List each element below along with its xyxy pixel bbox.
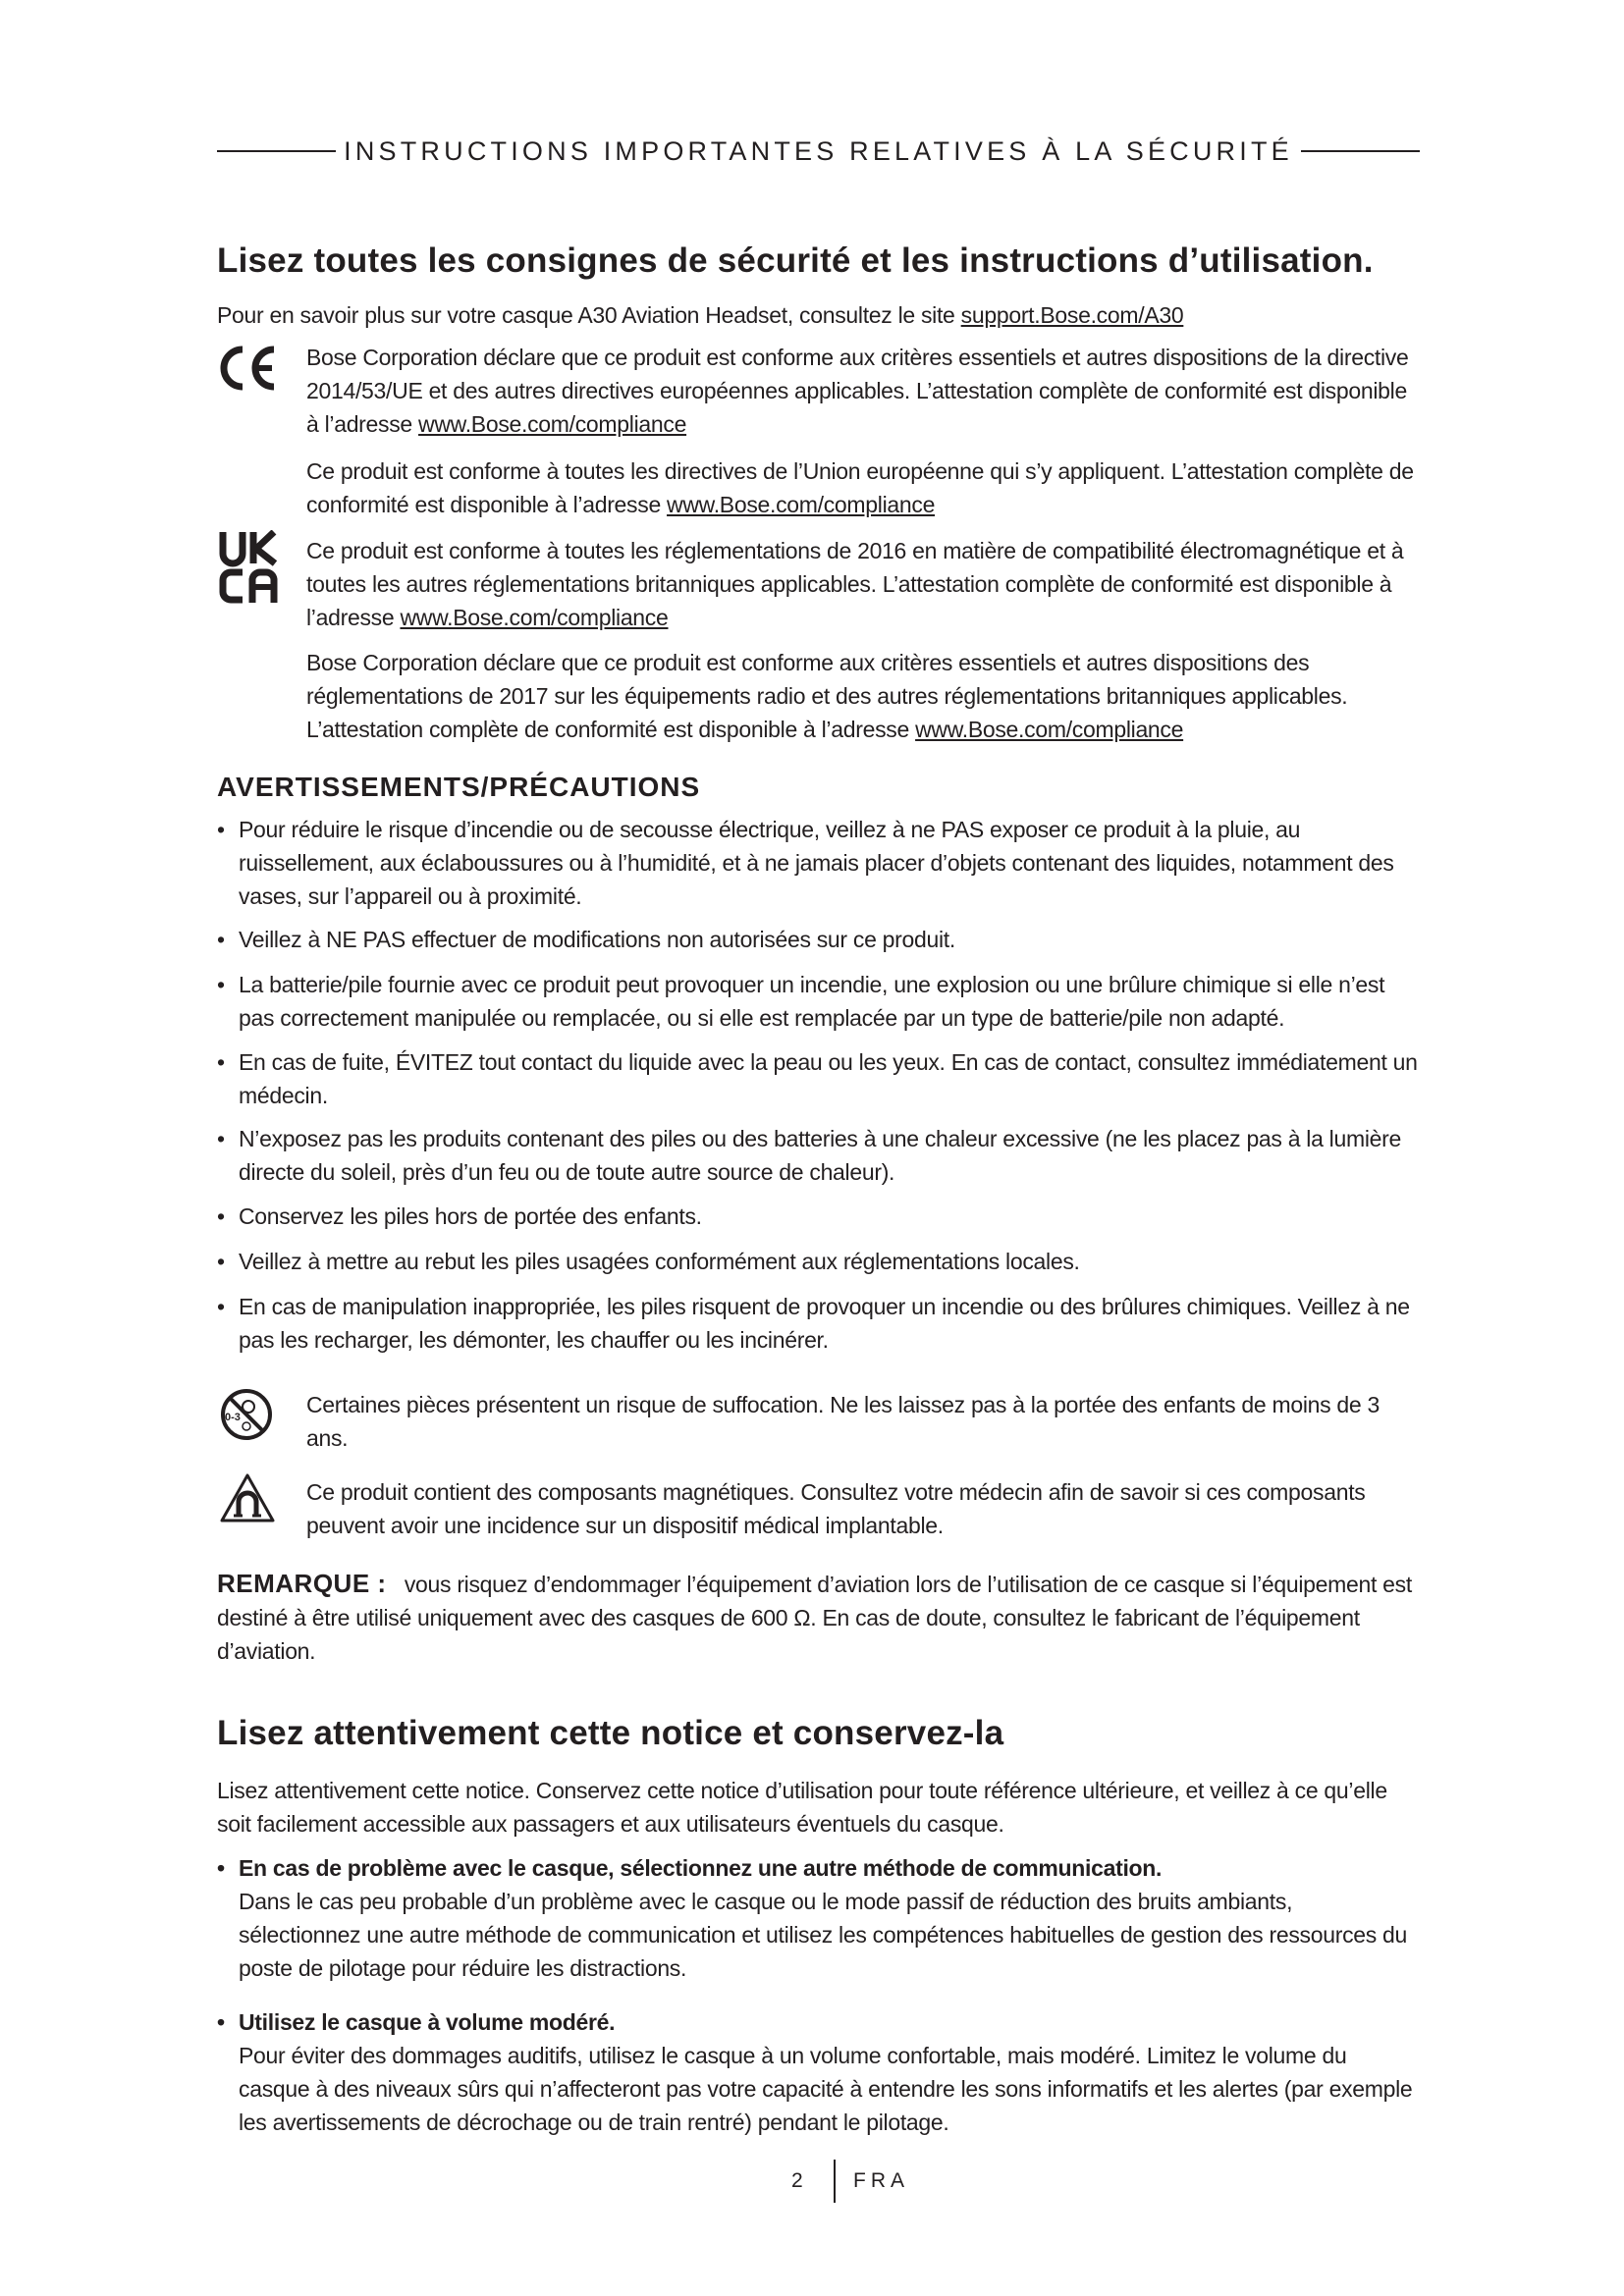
language-code: FRA — [853, 2169, 909, 2192]
ukca-compliance-link-1[interactable]: www.Bose.com/compliance — [400, 605, 669, 630]
section2-item-text: Pour éviter des dommages auditifs, utilisez le casque à un volume confortable, mais modéré. Limitez le volume du casque à des niveaux sûrs qui n’affecteront pas votre capacité à entendre les sons informatifs et les alertes (par exemple les avertissements de décrochage ou de train rentré) pendant le pilotage. — [239, 2043, 1413, 2135]
bullet-mark: • — [217, 1855, 225, 1881]
page-footer — [217, 2160, 1420, 2205]
remark-label: REMARQUE : — [217, 1569, 387, 1598]
warning-item-text: La batterie/pile fournie avec ce produit peut provoquer un incendie, une explosion ou une brûlure chimique si elle n’est pas correctement manipulée ou remplacée, ou si elle est remplacée par un type de batterie/pile non adapté. — [239, 972, 1385, 1031]
section2-item-1 — [217, 1851, 1420, 1985]
ce-mark-icon — [217, 346, 278, 391]
ukca-compliance-link-2[interactable]: www.Bose.com/compliance — [915, 717, 1184, 742]
warning-item-text: N’exposez pas les produits contenant des piles ou des batteries à une chaleur excessive (ne les placez pas à la lumière directe du soleil, près d’un feu ou de toute autre source de chaleur). — [239, 1126, 1401, 1185]
section2-item-heading: Utilisez le casque à volume modéré. — [239, 2009, 616, 2035]
bullet-mark: • — [217, 2009, 225, 2035]
warning-item-5 — [217, 1122, 1420, 1189]
running-header — [217, 132, 1420, 171]
warning-item-8 — [217, 1290, 1420, 1357]
bullet-mark: • — [217, 1294, 225, 1319]
section2-item-heading: En cas de problème avec le casque, sélectionnez une autre méthode de communication. — [239, 1855, 1163, 1881]
ce-text-2: Ce produit est conforme à toutes les directives de l’Union européenne qui s’y appliquent. L’attestation complète de conformité est disponible à l’adresse — [306, 458, 1414, 517]
bullet-mark: • — [217, 817, 225, 842]
warning-item-text: En cas de fuite, ÉVITEZ tout contact du liquide avec la peau ou les yeux. En cas de contact, consultez immédiatement un médecin. — [239, 1049, 1418, 1108]
ukca-mark-label-top — [217, 530, 218, 531]
bullet-mark: • — [217, 972, 225, 997]
remark-text: vous risquez d’endommager l’équipement d’aviation lors de l’utilisation de ce casque si l’équipement est destiné à être utilisé uniquement avec des casques de 600 Ω. En cas de doute, consultez le fabricant de l’équipement d’aviation. — [217, 1572, 1412, 1664]
warning-item-4 — [217, 1045, 1420, 1112]
warning-item-3 — [217, 968, 1420, 1035]
ukca-mark-label-bottom — [217, 569, 218, 570]
bullet-mark: • — [217, 927, 225, 952]
ukca-text-2: Bose Corporation déclare que ce produit est conforme aux critères essentiels et autres dispositions des réglementations de 2017 sur les équipements radio et des autres réglementations britanniques applicables. L’attestation complète de conformité est disponible à l’adresse — [306, 650, 1348, 742]
remark-paragraph — [217, 1567, 1420, 1668]
ce-text-1: Bose Corporation déclare que ce produit est conforme aux critères essentiels et autres dispositions de la directive 2014/53/UE et des autres directives européennes applicables. L’attestation complète de conformité est disponible à l’adresse — [306, 345, 1409, 437]
warning-item-text: Veillez à mettre au rebut les piles usagées conformément aux réglementations locales. — [239, 1249, 1080, 1274]
ukca-paragraph-1 — [306, 534, 1420, 634]
ukca-paragraph-2 — [306, 646, 1420, 746]
section1-intro — [217, 298, 1420, 332]
header-rule-left — [217, 150, 336, 152]
choking-hazard-text: Certaines pièces présentent un risque de suffocation. Ne les laissez pas à la portée des enfants de moins de 3 ans. — [306, 1392, 1380, 1451]
section2-item-text: Dans le cas peu probable d’un problème avec le casque ou le mode passif de réduction des bruits ambiants, sélectionnez une autre méthode de communication et utilisez les compétences habituelles de gestion des ressources du poste de pilotage pour réduire les distractions. — [239, 1889, 1408, 1981]
support-link[interactable]: support.Bose.com/A30 — [960, 302, 1184, 328]
section1-title: Lisez toutes les consignes de sécurité et les instructions d’utilisation. — [217, 241, 1374, 280]
page-number: 2 — [791, 2169, 803, 2192]
warning-item-7 — [217, 1245, 1420, 1278]
bullet-mark: • — [217, 1249, 225, 1274]
warning-item-6 — [217, 1200, 1420, 1233]
warning-item-text: Veillez à NE PAS effectuer de modifications non autorisées sur ce produit. — [239, 927, 955, 952]
magnet-warning-icon — [219, 1472, 276, 1523]
footer-separator — [834, 2160, 836, 2203]
ce-paragraph-1 — [306, 341, 1420, 441]
choking-hazard-age-label: 0-3 — [225, 1412, 241, 1423]
section2-intro: Lisez attentivement cette notice. Conservez cette notice d’utilisation pour toute référence ultérieure, et veillez à ce qu’elle soit facilement accessible aux passagers et aux utilisateurs éventuels du casque. — [217, 1778, 1387, 1837]
section1-intro-text: Pour en savoir plus sur votre casque A30 Aviation Headset, consultez le site — [217, 302, 955, 328]
header-title: INSTRUCTIONS IMPORTANTES RELATIVES À LA SÉCURITÉ — [344, 135, 1293, 166]
warning-item-text: En cas de manipulation inappropriée, les piles risquent de provoquer un incendie ou des brûlures chimiques. Veillez à ne pas les recharger, les démonter, les chauffer ou les incinérer. — [239, 1294, 1410, 1353]
warning-item-2 — [217, 923, 1420, 956]
warning-item-text: Pour réduire le risque d’incendie ou de secousse électrique, veillez à ne PAS exposer ce produit à la pluie, au ruissellement, aux éclaboussures ou à l’humidité, et à ne jamais placer d’objets contenant des liquides, notamment des vases, sur l’appareil ou à proximité. — [239, 817, 1394, 909]
choking-hazard-icon — [219, 1387, 274, 1442]
section2-item-2 — [217, 2005, 1420, 2139]
bullet-mark: • — [217, 1126, 225, 1151]
header-rule-right — [1301, 150, 1420, 152]
ce-compliance-link-1[interactable]: www.Bose.com/compliance — [418, 411, 687, 437]
bullet-mark: • — [217, 1049, 225, 1075]
magnet-warning-text: Ce produit contient des composants magnétiques. Consultez votre médecin afin de savoir si ces composants peuvent avoir une incidence sur un dispositif médical implantable. — [306, 1479, 1366, 1538]
bullet-mark: • — [217, 1203, 225, 1229]
ce-paragraph-2 — [306, 454, 1420, 521]
warnings-title: AVERTISSEMENTS/PRÉCAUTIONS — [217, 772, 701, 802]
ukca-mark-icon — [219, 530, 278, 605]
warning-item-text: Conservez les piles hors de portée des enfants. — [239, 1203, 702, 1229]
ce-compliance-link-2[interactable]: www.Bose.com/compliance — [667, 492, 936, 517]
warning-item-1 — [217, 813, 1420, 913]
ukca-text-1: Ce produit est conforme à toutes les réglementations de 2016 en matière de compatibilité électromagnétique et à toutes les autres réglementations britanniques applicables. L’attestation complète de conformité est disponible à l’adresse — [306, 538, 1404, 630]
section2-title: Lisez attentivement cette notice et conservez-la — [217, 1714, 1004, 1752]
